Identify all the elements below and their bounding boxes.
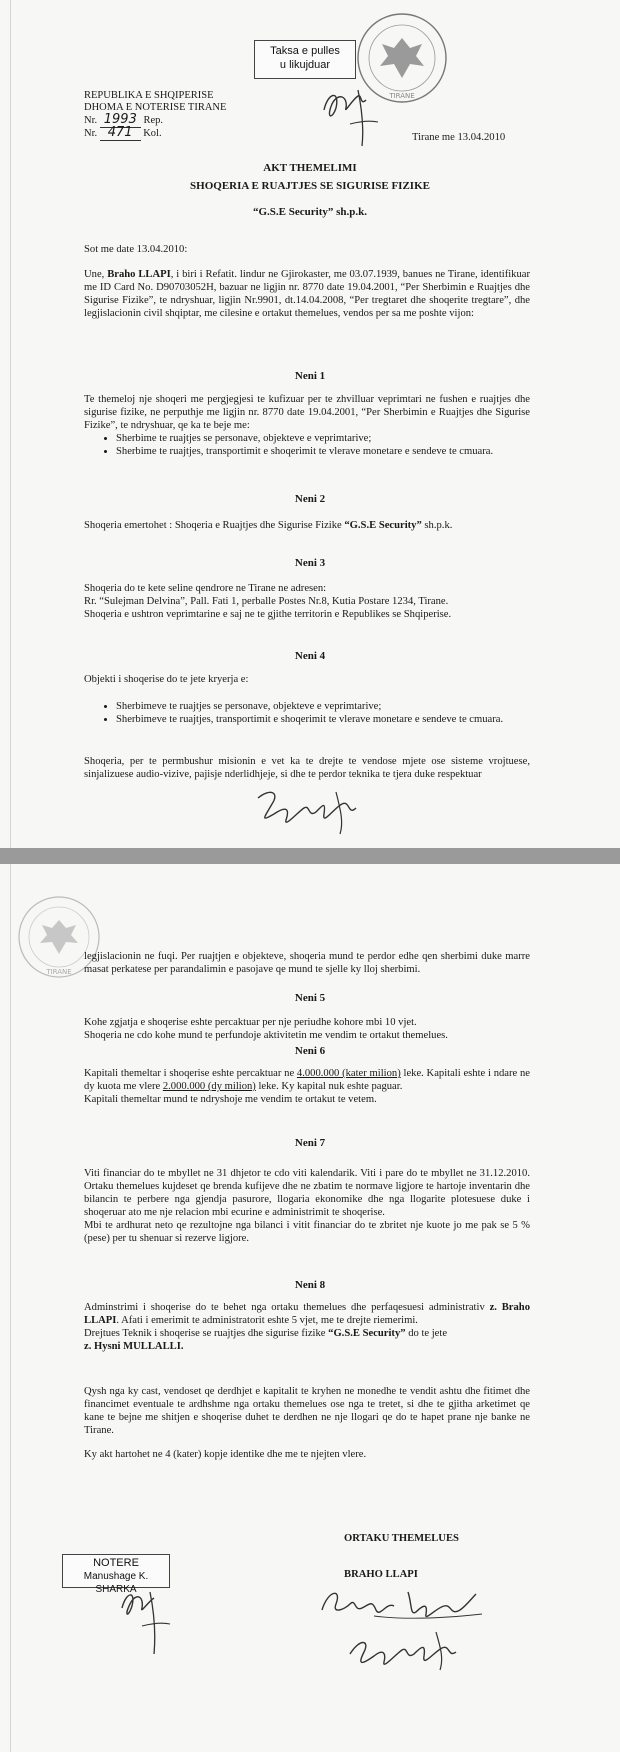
neni8-p2-post: do te jete <box>405 1328 448 1339</box>
neni8-heading: Neni 8 <box>294 1279 326 1291</box>
neni2-pre: Shoqeria emertohet : Shoqeria e Ruajtjes dhe Sigurise Fizike <box>84 520 345 531</box>
republic-label: REPUBLIKA E SHQIPERISE <box>84 90 214 101</box>
neni3-text <box>84 582 530 621</box>
kol-label: Kol. <box>143 128 162 139</box>
capital-amount-total: 4.000.000 (kater milion) <box>296 1068 401 1079</box>
document-page-2 <box>0 864 620 1752</box>
neni2-company-name: “G.S.E Security” <box>344 520 422 531</box>
intro-rest: , i biri i Refatit. lindur ne Gjirokaster, me 03.07.1939, banues ne Tirane, identifikuar me ID Card No. D90703052H, bazuar ne ligjin nr. 8770 date 19.04.2001, “Per Sherbimin e Ruajtjes dhe Sigurise Fizike”, te ndryshuar, ligjin Nr.9901, dt.14.04.2008, “Per tregtaret dhe shoqerite tregtare”, dhe legjislacionin civil shqiptar, me cilesine e ortakut themelues, vendos per sa me poshte vijon: <box>84 269 530 319</box>
neni2-text <box>84 519 530 532</box>
nr-label: Nr. <box>84 115 98 126</box>
neni3-line1: Shoqeria do te kete seline qendrore ne Tirane ne adresen: <box>84 583 327 594</box>
kol-number: 471 <box>100 125 141 141</box>
neni3-line3: Shoqeria e ushtron veprimtarine e saj ne te gjithe territorin e Republikes se Shqiperise. <box>84 609 452 620</box>
tax-stamp-line1: Taksa e pulles <box>270 45 340 57</box>
technical-director-name: z. Hysni MULLALLI. <box>84 1341 184 1352</box>
neni3-address: Rr. “Sulejman Delvina”, Pall. Fati 1, perballe Postes Nr.8, Kutia Postare 1234, Tirane. <box>84 596 449 607</box>
neni8-text <box>84 1301 530 1353</box>
neni7-heading: Neni 7 <box>294 1137 326 1149</box>
neni5-text <box>84 1016 530 1042</box>
header-block <box>84 90 304 140</box>
closing-paragraph: Qysh nga ky cast, vendoset qe derdhjet e kapitalit te kryhen ne monedhe te vendit ashtu dhe fitimet dhe financimet eventuale te ardhshme nga ortaku themelues ose nga te tretet, si dhe te gjitha arketimet qe kane te bejne me shitjen e shoqerise duhet te derdhen ne nje llogari qe do te hapet prane nje banke ne Tirane. <box>84 1386 530 1436</box>
founder-name: BRAHO LLAPI <box>344 1569 418 1580</box>
copies-statement: Ky akt hartohet ne 4 (kater) kopje identike dhe me te njejten vlere. <box>84 1449 367 1460</box>
neni6-line2: Kapitali themeltar mund te ndryshoje me vendim te ortakut te vetem. <box>84 1094 377 1105</box>
neni7-text <box>84 1167 530 1245</box>
neni8-paragraph2 <box>84 1327 530 1340</box>
neni7-paragraph1: Viti financiar do te mbyllet ne 31 dhjetor te cdo viti kalendarik. Viti i pare do te mbyllet ne 31.12.2010. Ortaku themelues kujdeset qe brenda kufijeve dhe ne zbatim te normave ligjore te hartoje inventarin dhe bilancin te perbere nga gjendja pasurore, llogaria ekonomike dhe nga llogarite plotesuese duke i shoqeruar ato me nje relacion mbi ecurine e administrimit te shoqerise. <box>84 1168 530 1218</box>
neni1-list <box>98 432 530 458</box>
nr-label-2: Nr. <box>84 128 98 139</box>
svg-text:TIRANE: TIRANE <box>46 968 72 976</box>
neni6-part3: leke. Ky kapital nuk eshte paguar. <box>255 1081 403 1092</box>
neni1-bullet-1: • Sherbime te ruajtjes se personave, objekteve e veprimtarive; <box>116 432 530 445</box>
founder-signature-page1 <box>250 778 380 838</box>
neni7-paragraph2: Mbi te ardhurat neto qe rezultojne nga bilanci i vitit financiar do te zbritet nje kuote jo me pak se 5 % (pese) per tu shenuar si rezerve ligjore. <box>84 1220 530 1244</box>
neni3-heading: Neni 3 <box>294 557 326 569</box>
neni1-paragraph: Te themeloj nje shoqeri me pergjegjesi te kufizuar per te zhvilluar veprimtari ne fushen e ruajtjes dhe sigurise fizike, ne perputhje me ligjin nr. 8770 date 19.04.2001, “Per Sherbimin e Ruajtjes dhe Sigurise Fizike”, te ndryshuar, qe ka te beje me: <box>84 394 530 431</box>
administrator-name: z. Braho LLAPI <box>84 1302 530 1326</box>
place-date: Tirane me 13.04.2010 <box>412 132 506 143</box>
neni6-part1: Kapitali themeltar i shoqerise eshte percaktuar ne <box>84 1068 297 1079</box>
notary-stamp-title: NOTERE <box>93 1557 139 1569</box>
neni5-line2: Shoqeria ne cdo kohe mund te perfundoje aktivitetin me vendim te ortakut themelues. <box>84 1030 448 1041</box>
chamber-label: DHOMA E NOTERISE TIRANE <box>84 102 227 113</box>
document-page-1 <box>0 0 620 848</box>
capital-amount-quota: 2.000.000 (dy milion) <box>162 1081 256 1092</box>
rep-label: Rep. <box>143 115 164 126</box>
neni8-p2-pre: Drejtues Teknik i shoqerise se ruajtjes dhe sigurise fizike <box>84 1328 329 1339</box>
scan-edge-line <box>10 0 11 848</box>
initials-signature <box>318 70 388 150</box>
neni1-bullet-2: • Sherbime te ruajtjes, transportimit e shoqerimit te vlerave monetare e sendeve te cmuara. <box>116 445 530 458</box>
neni4-bullet-2: • Sherbimeve te ruajtjes, transportimit e shoqerimit te vlerave monetare e sendeve te cmuara. <box>116 713 548 726</box>
intro-paragraph <box>84 268 530 320</box>
date-line: Sot me date 13.04.2010: <box>84 244 188 255</box>
scan-edge-line-2 <box>10 864 11 1752</box>
neni1-text <box>84 393 530 458</box>
intro-pre: Une, <box>84 269 108 280</box>
tax-stamp-line2: u likujduar <box>279 59 331 71</box>
neni8-p1-pre: Adminstrimi i shoqerise do te behet nga ortaku themelues dhe perfaqesuesi administrativ <box>84 1302 490 1313</box>
neni4-ending: legjislacionin ne fuqi. Per ruajtjen e objekteve, shoqeria mund te perdor edhe qen sherbimi duke marre masat perkatese per parandalimin e pasojave qe mund te sjelle ky lloj sherbimi. <box>84 951 530 975</box>
neni8-paragraph1 <box>84 1301 530 1327</box>
neni4-intro: Objekti i shoqerise do te jete kryerja e: <box>84 674 249 685</box>
company-full-title: SHOQERIA E RUAJTJES SE SIGURISE FIZIKE <box>190 180 430 192</box>
neni5-heading: Neni 5 <box>294 992 326 1004</box>
founder-name-inline: Braho LLAPI <box>107 269 171 280</box>
neni4-bullet-1: • Sherbimeve te ruajtjes se personave, objekteve e veprimtarive; <box>116 700 548 713</box>
neni1-heading: Neni 1 <box>294 370 326 382</box>
founder-signature <box>340 1624 470 1674</box>
neni4-list <box>98 700 548 726</box>
notary-stamp-name: Manushage K. SHARKA <box>83 1571 149 1595</box>
notary-initials <box>118 1578 178 1658</box>
neni4-continuation: Shoqeria, per te permbushur misionin e vet ka te drejte te vendose mjete ose sisteme vrojtuese, sinjalizuese audio-vizive, pajisje nderlidhjeje, si dhe te perdor teknika te tjera duke respektuar <box>84 756 530 780</box>
neni8-p1-post: . Afati i emerimit te administratorit eshte 5 vjet, me te drejte riemerimi. <box>116 1315 418 1326</box>
neni8-company-name: “G.S.E Security” <box>328 1328 406 1339</box>
neni4-heading: Neni 4 <box>294 650 326 662</box>
neni6-part2: leke. Kapitali eshte i ndare ne dy kuota me vlere <box>84 1068 530 1092</box>
svg-text:TIRANE: TIRANE <box>389 92 415 100</box>
neni6-text <box>84 1067 530 1106</box>
neni2-heading: Neni 2 <box>294 493 326 505</box>
company-short-title: “G.S.E Security” sh.p.k. <box>253 206 367 218</box>
founder-label: ORTAKU THEMELUES <box>344 1533 459 1544</box>
neni6-heading: Neni 6 <box>294 1045 326 1057</box>
neni5-line1: Kohe zgjatja e shoqerise eshte percaktuar per nje periudhe kohore mbi 10 vjet. <box>84 1017 417 1028</box>
rep-number: 1993 <box>100 112 141 128</box>
act-title: AKT THEMELIMI <box>263 162 357 174</box>
neni2-post: sh.p.k. <box>421 520 453 531</box>
founder-signature-name <box>316 1580 496 1630</box>
kol-line <box>84 127 304 140</box>
